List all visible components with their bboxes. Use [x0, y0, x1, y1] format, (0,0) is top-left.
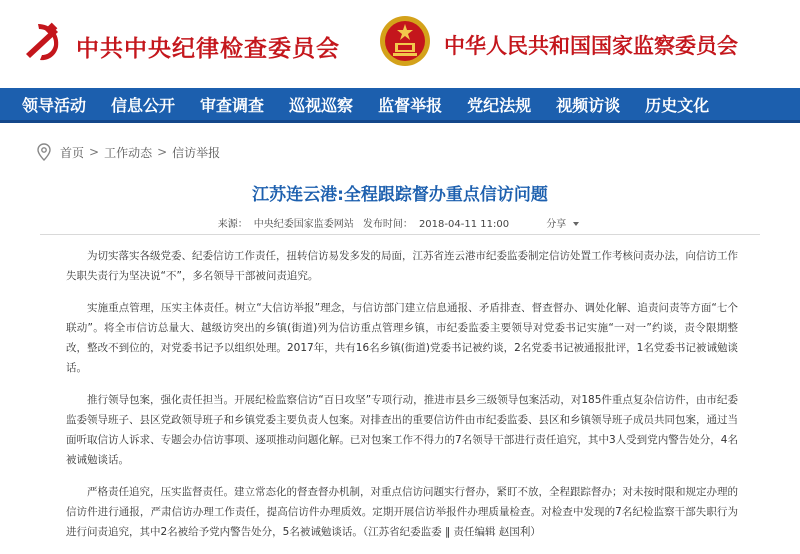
- location-pin-icon: [36, 143, 52, 161]
- main-nav: [0, 88, 800, 123]
- nav-item-report[interactable]: 监督举报: [378, 95, 443, 115]
- chevron-down-icon: [573, 222, 579, 226]
- article-paragraph: 实施重点管理，压实主体责任。树立“大信访举报”理念，与信访部门建立信息通报、矛盾排查、督查督办、调处化解、追责问责等方面“七个联动”。将全市信访总量大、越级访突出的乡镇(街道)列为信访重点管理乡镇，市纪委监委主要领导对党委书记实施“一对一”约谈，责令限期整改，整改不到位的，对党委书记予以组织处理。2017年，共有16名乡镇(街道)党委书记被约谈，2名党委书记被通报批评，1名党委书记被诫勉谈话。: [66, 302, 738, 374]
- nav-item-investigation[interactable]: 审查调查: [200, 95, 265, 115]
- article-meta: [0, 215, 800, 230]
- article-source: 中央纪委国家监委网站: [253, 219, 354, 230]
- time-label: 发布时间：: [362, 219, 413, 230]
- article-paragraph: 推行领导包案，强化责任担当。开展纪检监察信访“百日攻坚”专项行动，推进市县乡三级领导包案活动，对185件重点复杂信访件，由市纪委监委领导班子、县区党政领导班子和乡镇党委主要负责人包案。对排查出的重要信访件由市纪委监委、县区和乡镇领导班子成员共同包案，通过当面听取信访人诉求、专题会办信访事项、逐项推动问题化解。已对包案工作不得力的7名领导干部进行责任追究，其中3人受到党内警告处分，4名被诫勉谈话。: [66, 394, 738, 466]
- article-paragraph: 为切实落实各级党委、纪委信访工作责任，扭转信访易发多发的局面，江苏省连云港市纪委监委制定信访处置工作考核问责办法，向信访工作失职失责行为坚决说“不”，多名领导干部被问责追究。: [66, 250, 738, 282]
- breadcrumb-separator: >: [157, 145, 168, 159]
- nav-item-history[interactable]: 历史文化: [645, 95, 710, 115]
- national-emblem-icon: [378, 14, 432, 68]
- party-emblem-icon: [18, 18, 64, 64]
- share-button[interactable]: [543, 219, 582, 230]
- article-body: [66, 246, 738, 554]
- nav-item-inspection[interactable]: 巡视巡察: [289, 95, 354, 115]
- article-paragraph: 严格责任追究，压实监督责任。建立常态化的督查督办机制，对重点信访问题实行督办，紧盯不放，全程跟踪督办；对未按时限和规定办理的信访件进行通报，严肃信访办理工作责任，提高信访件办理质效。定期开展信访举报件办理质量检查。对检查中发现的7名纪检监察干部失职行为进行问责追究，其中2名被给予党内警告处分，5名被诫勉谈话。（江苏省纪委监委 ‖ 责任编辑 赵国利）: [66, 486, 738, 538]
- breadcrumb-work-news[interactable]: 工作动态: [104, 145, 153, 160]
- site-header: [0, 0, 800, 88]
- nav-item-leadership[interactable]: 领导活动: [22, 95, 87, 115]
- share-label: 分享: [546, 219, 567, 230]
- publish-time: 2018-04-11 11:00: [418, 219, 510, 230]
- breadcrumb: [36, 142, 220, 162]
- nav-item-regulations[interactable]: 党纪法规: [467, 95, 532, 115]
- breadcrumb-separator: >: [89, 145, 100, 159]
- breadcrumb-petition-report[interactable]: 信访举报: [172, 145, 221, 160]
- source-label: 来源：: [217, 219, 248, 230]
- nav-item-video[interactable]: 视频访谈: [556, 95, 621, 115]
- site-title-left[interactable]: 中共中央纪律检查委员会: [76, 35, 340, 62]
- nav-item-info-disclosure[interactable]: 信息公开: [111, 95, 176, 115]
- title-divider: [40, 234, 760, 235]
- breadcrumb-home[interactable]: 首页: [60, 145, 85, 160]
- article-title: 江苏连云港:全程跟踪督办重点信访问题: [252, 185, 548, 205]
- site-title-right[interactable]: 中华人民共和国国家监察委员会: [444, 33, 738, 58]
